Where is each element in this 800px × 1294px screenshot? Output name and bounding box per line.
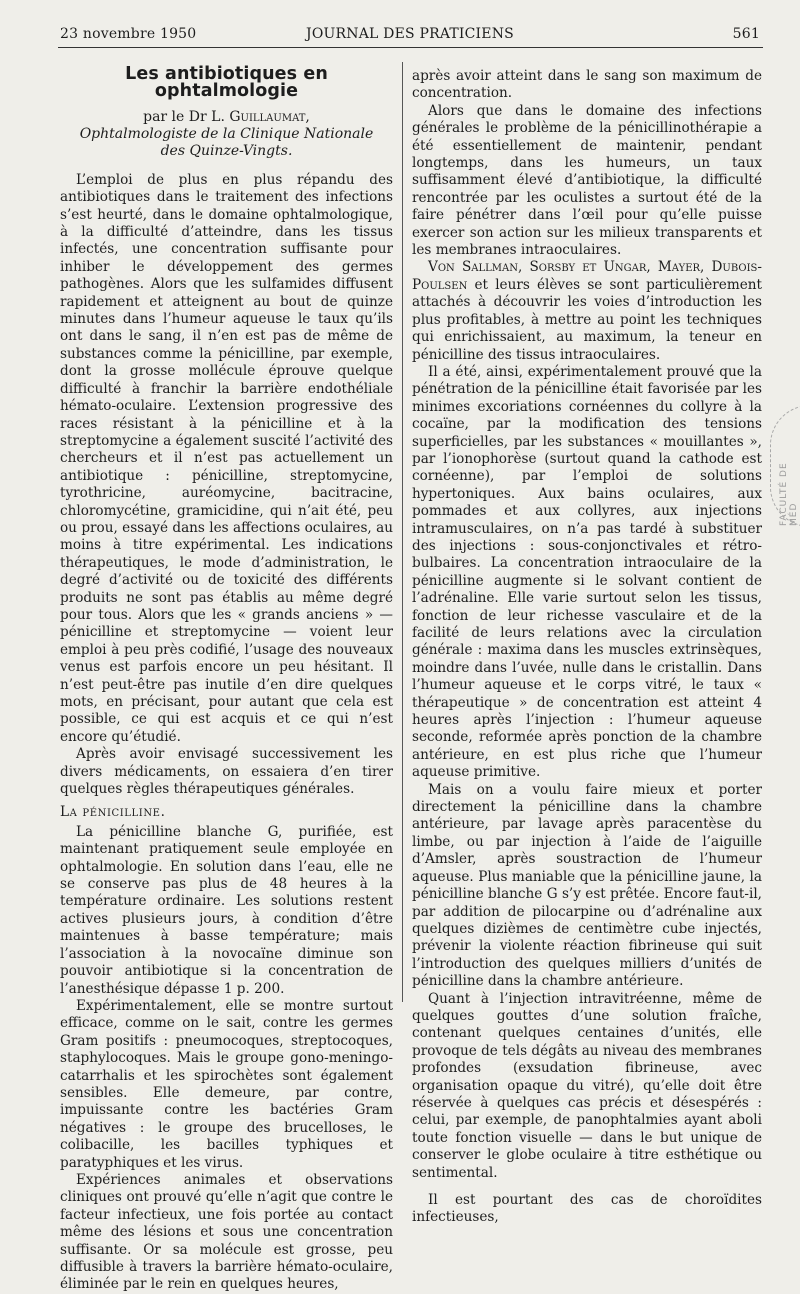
stamp-text: FACULTÉ DE MÉD bbox=[779, 462, 799, 526]
paragraph: Quant à l’injection intravitréenne, même de quelques gouttes d’une solution fraîche, contenant quelques centaines d’unités, elle provoque de tels dégâts au niveau des membranes profondes (exsudation fibrineuse, avec organisation opaque du vitré), qu’elle doit être réservée à quelques cas précis et désespérés : celui, par exemple, de panophtalmies ayant aboli toute fonction visuelle — dans le but unique de conserver le globe oculaire à titre esthétique ou sentimental. bbox=[412, 990, 762, 1181]
paragraph bbox=[412, 259, 762, 363]
paragraph: Alors que dans le domaine des infections générales le problème de la pénicillinothérapie a été essentiellement de maintenir, pendant longtemps, dans les humeurs, un taux suffisamment élevé d’antibiotique, la difficulté rencontrée par les oculistes a surtout été de la faire pénétrer dans l’œil pour qu’elle puisse exercer son action sur les milieux transparents et les membranes intraoculaires. bbox=[412, 102, 762, 259]
paragraph: L’emploi de plus en plus répandu des antibiotiques dans le traitement des infections s’est heurté, dans le domaine ophtalmologique, à la difficulté d’atteindre, dans les tissus infectés, une concentration suffisante pour inhiber le développement des germes pathogènes. Alors que les sulfamides diffusent rapidement et atteignent au bout de quinze minutes dans l’humeur aqueuse le taux qu’ils ont dans le sang, il n’en est pas de même de substances comme la pénicilline, par exemple, dont la grosse mollécule éprouve quelque difficulté à franchir la barrière endothéliale hémato-oculaire. L’extension progressive des races résistant à la pénicilline et à la streptomycine a également suscité l’activité des chercheurs et il n’est pas actuellement un antibiotique : pénicilline, streptomycine, tyrothricine, auréomycine, bacitracine, chloromycétine, gramicidine, qui n’ait été, peu ou prou, essayé dans les affections oculaires, au moins à titre expérimental. Les indications thérapeutiques, le mode d’administration, le degré d’activité ou de toxicité des différents produits ne sont pas établis au même degré pour tous. Alors que les « grands anciens » — pénicilline et streptomycine — voient leur emploi à peu près codifié, l’usage des nouveaux venus est parfois encore un peu hésitant. Il n’est peut-être pas inutile d’en dire quelques mots, en précisant, pour autant que cela est possible, ce qui est acquis et ce qui n’est encore qu’étudié. bbox=[60, 171, 393, 745]
header-journal-title: JOURNAL DES PRATICIENS bbox=[306, 26, 514, 42]
paragraph-text: et leurs élèves se sont particulièrement attachés à découvrir les voies d’introduction les plus profitables, à mettre au point les techniques qui enrichissaient, au maximum, la teneur en pénicilline des tissus intraoculaires. bbox=[412, 276, 762, 363]
header-page-number: 561 bbox=[732, 26, 760, 42]
affiliation-line-1: Ophtalmologiste de la Clinique Nationale bbox=[79, 125, 374, 142]
byline-prefix: par le Dr L. bbox=[143, 108, 230, 125]
affiliation bbox=[60, 126, 393, 160]
cited-authors: Von Sallman, Sorsby et Ungar, Mayer, Dubois-Poulsen bbox=[412, 259, 762, 293]
right-column bbox=[412, 68, 762, 1227]
paragraph: Il est pourtant des cas de choroïdites infectieuses, bbox=[412, 1192, 762, 1226]
paragraph: La pénicilline blanche G, purifiée, est maintenant pratiquement seule employée en ophtalmologie. En solution dans l’eau, elle ne se conserve pas plus de 48 heures à la température ordinaire. Les solutions restent actives plusieurs jours, à condition d’être maintenues à basse température; mais l’association à la novocaïne diminue son pouvoir antibiotique si la concentration de l’anesthésique dépasse 1 p. 200. bbox=[60, 823, 393, 997]
left-column bbox=[60, 64, 393, 1294]
paragraph: Après avoir envisagé successivement les divers médicaments, on essaiera d’en tirer quelques règles thérapeutiques générales. bbox=[60, 746, 393, 798]
paragraph-continued: après avoir atteint dans le sang son maximum de concentration. bbox=[412, 68, 762, 102]
paragraph: Mais on a voulu faire mieux et porter directement la pénicilline dans la chambre antérieure, par lavage après paracentèse du limbe, ou par injection à l’aide de l’aiguille d’Amsler, après soustraction de l’humeur aqueuse. Plus maniable que la pénicilline jaune, la pénicilline blanche G s’y est prêtée. Encore faut-il, par addition de pilocarpine ou d’adrénaline aux quelques dizièmes de centimètre cube injectés, prévenir la violente réaction fibrineuse qui suit l’introduction des quelques milliers d’unités de pénicilline dans la chambre antérieure. bbox=[412, 781, 762, 990]
author-name: Guillaumat, bbox=[229, 108, 310, 125]
paragraph: Expérimentalement, elle se montre surtout efficace, comme on le sait, contre les germes Gram positifs : pneumocoques, streptocoques, staphylocoques. Mais le groupe gono-meningo-catarrhalis et les spirochètes sont également sensibles. Elle demeure, par contre, impuissante contre les bactéries Gram négatives : le groupe des brucelloses, le colibacille, les bacilles typhiques et paratyphiques et les virus. bbox=[60, 997, 393, 1171]
library-stamp bbox=[770, 405, 800, 527]
article-title: Les antibiotiques en ophtalmologie bbox=[125, 64, 328, 102]
affiliation-line-2: des Quinze-Vingts. bbox=[160, 142, 293, 159]
header-date: 23 novembre 1950 bbox=[60, 26, 197, 42]
running-header bbox=[60, 26, 760, 44]
column-divider bbox=[402, 62, 403, 1002]
paragraph: Expériences animales et observations cliniques ont prouvé qu’elle n’agit que contre le facteur infectieux, une fois portée au contact même des lésions et sous une concentration suffisante. Or sa molécule est grosse, peu diffusible à travers la barrière hémato-oculaire, éliminée par le rein en quelques heures, bbox=[60, 1171, 393, 1293]
section-heading: La pénicilline. bbox=[60, 804, 166, 821]
byline bbox=[60, 109, 393, 126]
header-rule bbox=[58, 47, 763, 48]
paragraph: Il a été, ainsi, expérimentalement prouvé que la pénétration de la pénicilline était favorisée par les minimes excoriations cornéennes du collyre à la cocaïne, par la modification des tensions superficielles, par les substances « mouillantes », par l’ionophorèse (surtout quand la cathode est cornéenne), par l’emploi de solutions hypertoniques. Aux bains oculaires, aux pommades et aux collyres, aux injections intramusculaires, on n’a pas tardé à substituer des injections : sous-conjonctivales et rétro-bulbaires. La concentration intraoculaire de la pénicilline augmente si le solvant contient de l’adrénaline. Elle varie surtout selon les tissus, fonction de leur richesse vasculaire et de la facilité de leurs relations avec la circulation générale : maxima dans les muscles extrinsèques, moindre dans l’uvée, nulle dans le cristallin. Dans l’humeur aqueuse et le corps vitré, le taux « thérapeutique » de concentration est atteint 4 heures après l’injection : l’humeur aqueuse seconde, reformée après ponction de la chambre antérieure, en est plus riche que l’humeur aqueuse primitive. bbox=[412, 363, 762, 781]
